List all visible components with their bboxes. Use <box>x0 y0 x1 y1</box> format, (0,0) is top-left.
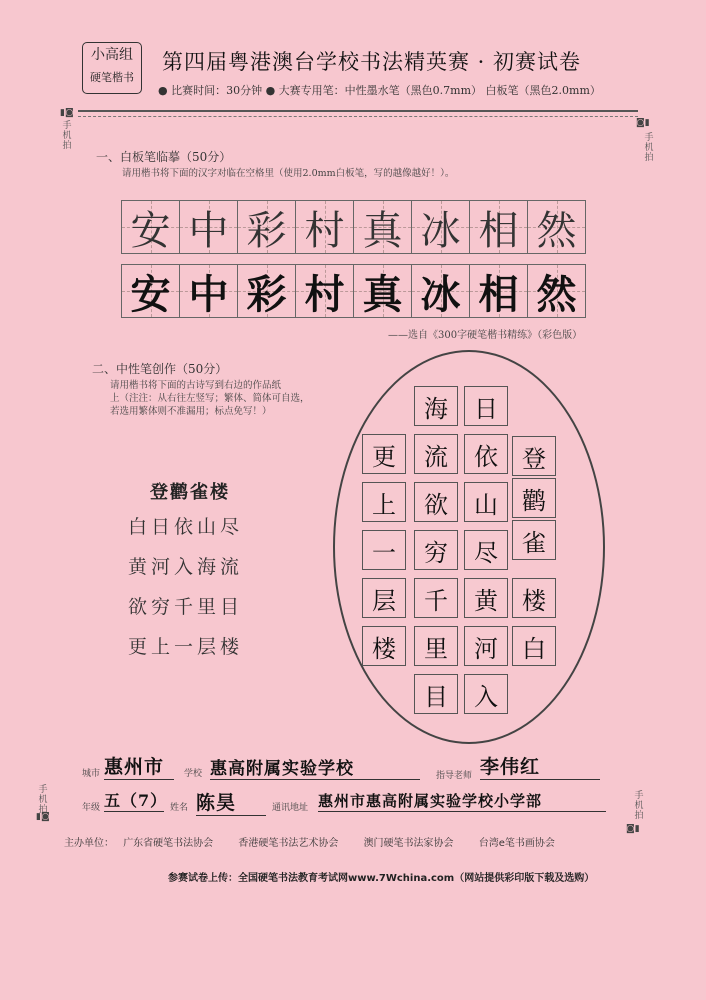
written-char-cell: 相 <box>469 264 528 318</box>
section1-instruction: 请用楷书将下面的汉字对临在空格里（使用2.0mm白板笔，写的越像越好！）。 <box>122 168 455 179</box>
work-char-cell: 日 <box>464 386 508 426</box>
header-divider <box>78 110 638 112</box>
name-label: 姓名 <box>170 803 189 813</box>
source-note: ——选自《300字硬笔楷书精练》（彩色版） <box>388 330 583 341</box>
section2-instruction-2: 上（注注：从右往左竖写；繁体、简体可自选， <box>110 393 310 404</box>
poem-line: 欲穷千里目 <box>128 596 244 618</box>
work-char-cell: 更 <box>362 434 406 474</box>
written-char-cell: 中 <box>179 264 238 318</box>
side-label-right-bottom: 手机拍 <box>634 791 644 821</box>
group-label: 小高组 <box>91 47 133 63</box>
exam-title: 第四届粤港澳台学校书法精英赛 · 初赛试卷 <box>162 50 582 74</box>
work-char-cell: 海 <box>414 386 458 426</box>
organizer-item: 澳门硬笔书法家协会 <box>363 838 454 849</box>
work-char-cell: 鹳 <box>512 478 556 518</box>
section1-heading: 一、白板笔临摹（50分） <box>96 150 232 164</box>
model-char-cell: 村 <box>295 200 354 254</box>
work-char-cell: 流 <box>414 434 458 474</box>
organizer-item: 广东省硬笔书法协会 <box>123 838 214 849</box>
address-label: 通讯地址 <box>272 803 309 813</box>
work-char-cell: 层 <box>362 578 406 618</box>
model-char-cell: 彩 <box>237 200 296 254</box>
work-char-cell: 尽 <box>464 530 508 570</box>
name-field[interactable]: 陈昊 <box>196 788 266 816</box>
city-label: 城市 <box>82 769 101 779</box>
section2-instruction-3: 若选用繁体则不准漏用；标点免写！） <box>110 406 272 417</box>
work-char-cell: 千 <box>414 578 458 618</box>
written-char-cell: 村 <box>295 264 354 318</box>
model-char-cell: 中 <box>179 200 238 254</box>
exam-subtitle: ● 比赛时间：30分钟 ● 大赛专用笔：中性墨水笔（黑色0.7mm） 白板笔（黑色2.0mm） <box>158 84 601 97</box>
phone-icon-right-bottom: ◙▮ <box>626 824 640 834</box>
written-char-row <box>122 264 586 318</box>
header-dashed-divider <box>78 116 638 117</box>
organizers <box>64 834 577 849</box>
work-char-cell: 目 <box>414 674 458 714</box>
written-char-cell: 然 <box>527 264 586 318</box>
work-char-cell: 白 <box>512 626 556 666</box>
section2-instruction-1: 请用楷书将下面的古诗写到右边的作品纸 <box>110 380 282 391</box>
written-char-cell: 冰 <box>411 264 470 318</box>
teacher-field[interactable]: 李伟红 <box>480 752 600 780</box>
written-char-cell: 安 <box>121 264 180 318</box>
poem-line: 白日依山尽 <box>128 516 244 538</box>
grade-field[interactable]: 五（7） <box>104 788 164 812</box>
model-char-cell: 冰 <box>411 200 470 254</box>
model-char-cell: 安 <box>121 200 180 254</box>
grade-label: 年级 <box>82 803 101 813</box>
work-char-cell: 依 <box>464 434 508 474</box>
side-label-right-top: 手机拍 <box>644 133 654 163</box>
poem-line: 更上一层楼 <box>128 636 244 658</box>
phone-icon-left-bottom: ▮◙ <box>36 812 50 822</box>
work-char-cell: 山 <box>464 482 508 522</box>
group-badge <box>82 42 142 94</box>
school-label: 学校 <box>184 769 203 779</box>
city-field[interactable]: 惠州市 <box>104 752 174 780</box>
category-label: 硬笔楷书 <box>90 70 134 84</box>
work-char-cell: 楼 <box>512 578 556 618</box>
upload-note: 参赛试卷上传：全国硬笔书法教育考试网www.7Wchina.com（网站提供彩印版下载及选购） <box>168 873 595 884</box>
teacher-label: 指导老师 <box>436 771 473 781</box>
work-char-cell: 登 <box>512 436 556 476</box>
address-field[interactable]: 惠州市惠高附属实验学校小学部 <box>318 790 606 812</box>
work-char-cell: 穷 <box>414 530 458 570</box>
organizers-label: 主办单位： <box>64 838 114 849</box>
organizer-item: 香港硬笔书法艺术协会 <box>238 838 339 849</box>
model-char-row <box>122 200 586 254</box>
poem-line: 黄河入海流 <box>128 556 244 578</box>
work-char-cell: 上 <box>362 482 406 522</box>
work-char-cell: 楼 <box>362 626 406 666</box>
work-char-cell: 欲 <box>414 482 458 522</box>
work-char-cell: 河 <box>464 626 508 666</box>
model-char-cell: 真 <box>353 200 412 254</box>
work-char-cell: 入 <box>464 674 508 714</box>
work-char-cell: 雀 <box>512 520 556 560</box>
phone-icon-right-top: ◙▮ <box>636 118 650 128</box>
work-char-cell: 黄 <box>464 578 508 618</box>
side-label-left-top: 手机拍 <box>62 121 72 151</box>
model-char-cell: 然 <box>527 200 586 254</box>
written-char-cell: 真 <box>353 264 412 318</box>
work-char-cell: 里 <box>414 626 458 666</box>
phone-icon-left-top: ▮◙ <box>60 108 74 118</box>
school-field[interactable]: 惠高附属实验学校 <box>210 754 420 780</box>
side-label-left-bottom: 手机拍 <box>38 785 48 815</box>
poem-title: 登鹳雀楼 <box>150 482 230 503</box>
organizer-item: 台湾e笔书画协会 <box>478 838 555 849</box>
written-char-cell: 彩 <box>237 264 296 318</box>
work-char-cell: 一 <box>362 530 406 570</box>
model-char-cell: 相 <box>469 200 528 254</box>
section2-heading: 二、中性笔创作（50分） <box>92 362 228 376</box>
